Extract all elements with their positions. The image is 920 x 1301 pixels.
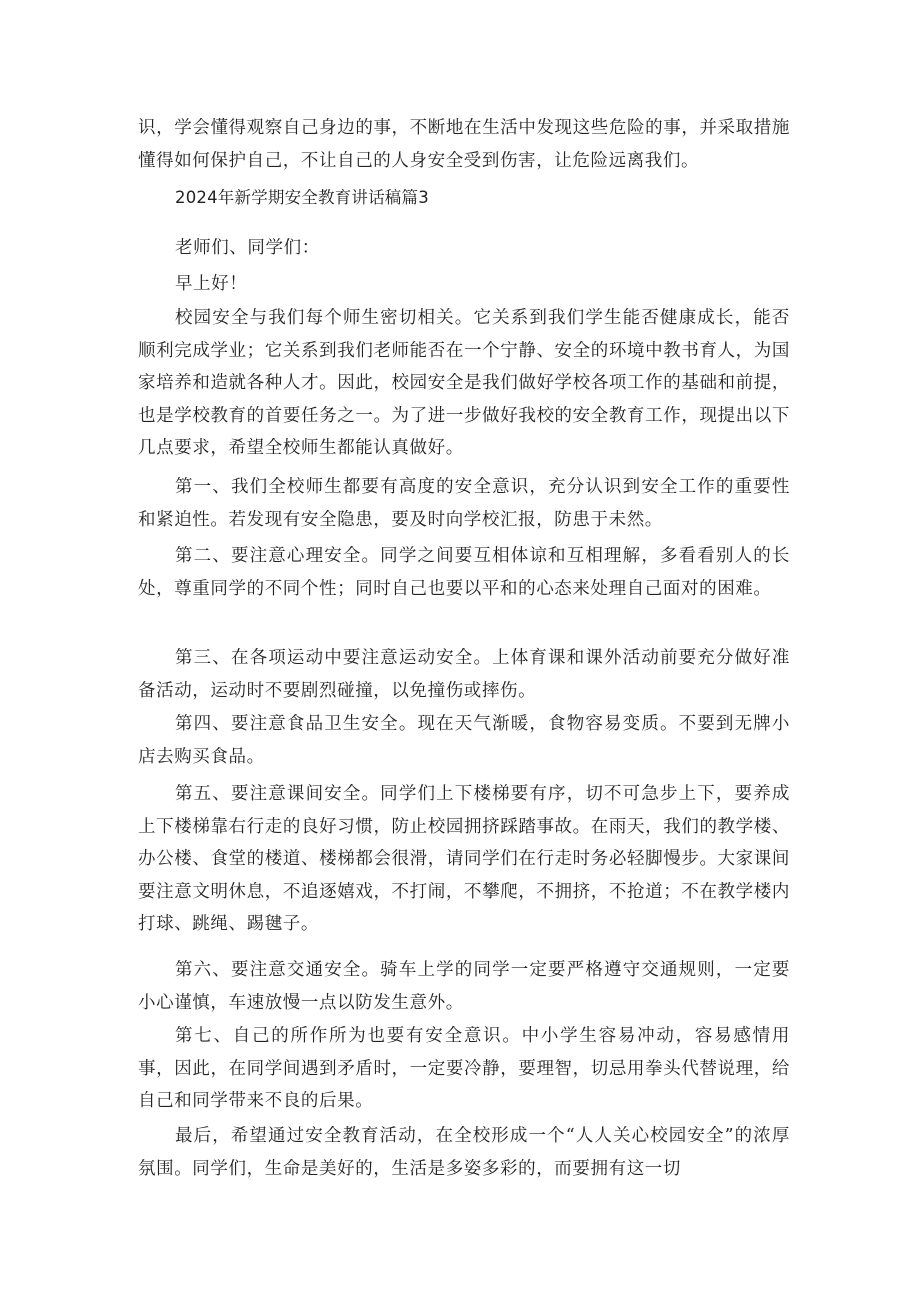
morning-greeting: 早上好！ — [175, 274, 248, 294]
paragraph-sixth: 第六、要注意交通安全。骑车上学的同学一定要严格遵守交通规则，一定要小心谨慎，车速放慢一点以防发生意外。 — [138, 960, 790, 1013]
paragraph-fifth: 第五、要注意课间安全。同学们上下楼梯要有序，切不可急步上下，要养成上下楼梯靠右行走的良好习惯，防止校园拥挤踩踏事故。在雨天，我们的教学楼、办公楼、食堂的楼道、楼梯都会很滑，请同学们在行走时务必轻脚慢步。大家课间要注意文明休息，不追逐嬉戏，不打闹，不攀爬，不拥挤，不抢道；不在教学楼内打球、跳绳、踢毽子。 — [138, 784, 790, 934]
section-heading: 2024年新学期安全教育讲话稿篇3 — [175, 188, 429, 207]
paragraph-fourth: 第四、要注意食品卫生安全。现在天气渐暖，食物容易变质。不要到无牌小店去购买食品。 — [138, 714, 790, 767]
paragraph-first: 第一、我们全校师生都要有高度的安全意识，充分认识到安全工作的重要性和紧迫性。若发现有安全隐患，要及时向学校汇报，防患于未然。 — [138, 477, 790, 530]
paragraph-final: 最后，希望通过安全教育活动，在全校形成一个“人人关心校园安全”的浓厚氛围。同学们，生命是美好的，生活是多姿多彩的，而要拥有这一切 — [138, 1126, 790, 1179]
paragraph-third: 第三、在各项运动中要注意运动安全。上体育课和课外活动前要充分做好准备活动，运动时不要剧烈碰撞，以免撞伤或摔伤。 — [138, 648, 790, 701]
paragraph-seventh: 第七、自己的所作所为也要有安全意识。中小学生容易冲动，容易感情用事，因此，在同学间遇到矛盾时，一定要冷静，要理智，切忌用拳头代替说理，给自己和同学带来不良的后果。 — [138, 1026, 790, 1111]
paragraph-second: 第二、要注意心理安全。同学之间要互相体谅和互相理解，多看看别人的长处，尊重同学的不同个性；同时自己也要以平和的心态来处理自己面对的困难。 — [138, 546, 790, 599]
paragraph-intro: 校园安全与我们每个师生密切相关。它关系到我们学生能否健康成长，能否顺利完成学业；它关系到我们老师能否在一个宁静、安全的环境中教书育人，为国家培养和造就各种人才。因此，校园安全是我们做好学校各项工作的基础和前提，也是学校教育的首要任务之一。为了进一步做好我校的安全教育工作，现提出以下几点要求，希望全校师生都能认真做好。 — [138, 308, 790, 458]
continuation-paragraph: 识，学会懂得观察自己身边的事，不断地在生活中发现这些危险的事，并采取措施懂得如何保护自己，不让自己的人身安全受到伤害，让危险远离我们。 — [138, 118, 790, 171]
greeting-line: 老师们、同学们： — [175, 238, 320, 258]
